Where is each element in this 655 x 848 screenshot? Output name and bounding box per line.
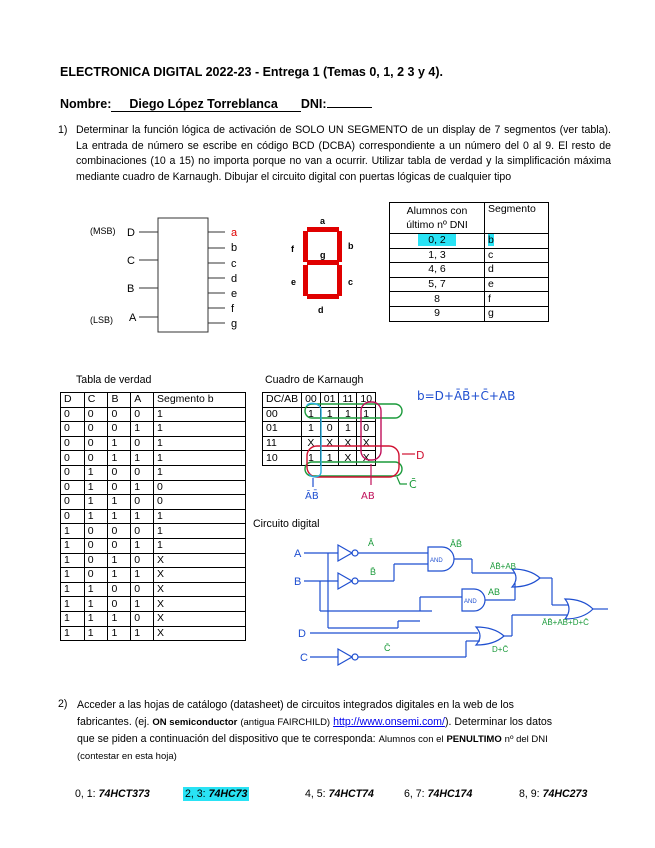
tt-cell: 0 [61,465,85,480]
table-row [61,451,246,466]
annot-ab: AB [361,491,375,502]
tt-cell: 0 [154,480,246,495]
tt-cell: X [154,582,246,597]
input-d: D [127,227,135,239]
chip-option-1 [183,787,249,803]
table-row [61,495,246,510]
tt-cell: 1 [84,626,108,641]
label-d-c: D+C̄ [492,645,509,654]
label-c-bar: C̄ [384,643,391,653]
tt-cell: 1 [108,495,131,510]
kmap-cell: 1 [302,407,321,422]
tt-cell: 0 [131,524,154,539]
karnaugh-title: Cuadro de Karnaugh [265,374,364,386]
label-final: ĀB̄+AB+D+C̄ [542,618,589,627]
segment-assignment-table [389,202,549,322]
tt-cell: 1 [61,524,85,539]
assign-digits: 4, 6 [390,263,485,278]
tt-cell: 1 [154,465,246,480]
seg-label-e: e [291,277,297,287]
q2-dni-digit: nº del DNI [504,734,548,745]
q2-number: 2) [58,698,68,710]
q2-former-name: (antigua FAIRCHILD) [240,717,331,728]
tt-cell: 1 [131,597,154,612]
kmap-cell: 1 [320,451,339,466]
tt-cell: 0 [131,495,154,510]
kmap-cell: 1 [339,422,357,437]
tt-cell: 1 [84,611,108,626]
tt-cell: 0 [61,436,85,451]
circuit-input-c: C [300,652,308,664]
tt-cell: 1 [61,582,85,597]
tt-cell: 0 [108,582,131,597]
tt-cell: 1 [61,568,85,583]
tt-cell: 1 [84,480,108,495]
tt-header: C [84,393,108,408]
tt-cell: 0 [131,553,154,568]
kmap-row-header: 01 [263,422,302,437]
tt-cell: X [154,553,246,568]
kmap-header: 00 [302,393,321,408]
tt-cell: 0 [61,495,85,510]
chip-name: 74HCT373 [98,788,150,800]
document-title: ELECTRONICA DIGITAL 2022-23 - Entrega 1 (Temas 0, 1, 2 3 y 4). [60,65,443,79]
kmap-row-header: 11 [263,436,302,451]
seg-label-f: f [291,244,294,254]
kmap-row-header: 10 [263,451,302,466]
segment-c [337,265,342,296]
circuit-title: Circuito digital [253,518,320,530]
chip-option-2 [305,787,374,803]
dni-label: DNI: [300,97,327,111]
assign-digits: 8 [390,292,485,307]
tt-cell: 0 [61,509,85,524]
tt-cell: 0 [84,553,108,568]
output-g: g [231,318,238,330]
tt-cell: 1 [84,509,108,524]
circuit-input-a: A [294,548,302,560]
karnaugh-equation: b=D+ĀB̄+C̄+AB [417,389,516,403]
label-sum1: ĀB̄+AB [490,562,517,571]
tt-cell: 1 [108,611,131,626]
tt-cell: 0 [84,422,108,437]
tt-cell: 1 [131,538,154,553]
q1-text: Determinar la función lógica de activación de SOLO UN SEGMENTO de un display de 7 segmentos (ver tabla). La entrada de número se escribe en código BCD (DCBA) correspondiente a un número del 0 al 9. El resto de combinaciones (10 a 15) no importa porque no van a ocurrir. Utilizar tabla de verdad y la simplificación máxima mediante cuadro de Karnaugh. Dibujar el circuito digital con puertas lógicas de cualquier tipo [76,124,611,183]
kmap-cell: X [339,451,357,466]
kmap-cell: X [357,451,376,466]
assign-segment: d [485,263,549,278]
tt-cell: 1 [154,407,246,422]
tt-header: B [108,393,131,408]
tt-cell: X [154,611,246,626]
segment-b [337,231,342,262]
kmap-cell: 1 [302,422,321,437]
tt-cell: 1 [108,451,131,466]
table-row [263,407,376,422]
tt-cell: 1 [154,509,246,524]
table-row [61,422,246,437]
kmap-row-header: 00 [263,407,302,422]
and-gate-1-label: AND [430,558,443,564]
q2-line-4: (contestar en esta hoja) [77,751,177,762]
q1-number: 1) [58,124,68,136]
name-label: Nombre: [60,97,112,111]
table-row [263,451,376,466]
segment-a [307,227,339,232]
name-line [60,94,372,112]
seg-label-b: b [348,241,354,251]
tt-cell: X [154,597,246,612]
circuit-input-b: B [294,576,302,588]
onsemi-link[interactable]: http://www.onsemi.com/ [333,716,445,728]
chip-digits: 6, 7: [404,788,425,800]
q2-manufacturer: ON semiconductor [152,717,238,728]
output-d: d [231,273,238,285]
kmap-cell: X [302,436,321,451]
chip-name: 74HC273 [542,788,588,800]
assign-digits: 9 [390,306,485,321]
assign-digits: 0, 2 [418,234,456,246]
chip-digits: 0, 1: [75,788,96,800]
input-a: A [129,312,137,324]
chip-name: 74HCT74 [328,788,374,800]
and-gate-2-label: AND [464,599,477,605]
tt-cell: 0 [61,407,85,422]
truth-table [60,392,246,641]
chip-option-3 [404,787,472,803]
tt-cell: 0 [84,451,108,466]
tt-cell: 1 [108,509,131,524]
digital-circuit [290,533,648,668]
circuit-input-d: D [298,628,306,640]
q2-example-label: fabricantes. (ej. [77,716,150,728]
table-row [61,509,246,524]
kmap-header: DC/AB [263,393,302,408]
tt-cell: 0 [61,451,85,466]
label-b-bar: B̄ [370,567,377,577]
q2-line-3 [77,731,617,748]
q2-students-with: Alumnos con el [378,734,444,745]
tt-cell: 0 [108,597,131,612]
kmap-cell: 1 [339,407,357,422]
table-row [61,611,246,626]
chip-name: 74HC73 [208,788,248,800]
seven-segment-display [285,214,365,316]
tt-cell: 1 [154,451,246,466]
kmap-cell: X [320,436,339,451]
dni-blank [327,94,372,108]
kmap-cell: 0 [357,422,376,437]
msb-label: (MSB) [90,226,116,236]
tt-cell: 0 [131,582,154,597]
table-row [390,234,549,249]
assign-segment: b [488,234,494,247]
table-row [61,568,246,583]
tt-cell: 0 [131,436,154,451]
decoder-block-diagram [85,212,255,340]
tt-cell: 0 [108,407,131,422]
tt-cell: 1 [108,436,131,451]
tt-cell: 1 [84,495,108,510]
chip-digits: 2, 3: [185,788,206,800]
tt-cell: 0 [131,407,154,422]
tt-cell: 0 [84,538,108,553]
karnaugh-map [262,392,376,466]
kmap-cell: 1 [357,407,376,422]
tt-cell: X [154,626,246,641]
table-row [390,277,549,292]
assign-segment: c [485,248,549,263]
seg-label-g: g [320,250,326,260]
chip-name: 74HC174 [427,788,473,800]
table-row [390,306,549,321]
tt-cell: 1 [154,524,246,539]
tt-cell: 0 [108,538,131,553]
segment-f [303,231,308,262]
kmap-header: 11 [339,393,357,408]
table-row [390,292,549,307]
tt-cell: 1 [61,553,85,568]
kmap-cell: 1 [302,451,321,466]
tt-cell: 1 [154,422,246,437]
assign-header-students: Alumnos con último nº DNI [390,203,485,234]
output-e: e [231,288,238,300]
tt-cell: 1 [61,538,85,553]
output-c: c [231,258,237,270]
assign-digits: 1, 3 [390,248,485,263]
segment-g [307,260,339,265]
q2-text [77,697,617,765]
tt-cell: 1 [131,568,154,583]
seg-label-c: c [348,277,354,287]
tt-header: D [61,393,85,408]
annot-d: D [416,449,425,462]
table-row [61,436,246,451]
kmap-cell: 0 [320,422,339,437]
tt-cell: 1 [84,597,108,612]
q2-line-2 [77,714,617,731]
tt-cell: 1 [61,626,85,641]
tt-cell: X [154,568,246,583]
table-row [263,436,376,451]
table-row [61,582,246,597]
table-row [390,248,549,263]
table-row [61,597,246,612]
tt-cell: 0 [108,524,131,539]
tt-cell: 0 [108,422,131,437]
tt-cell: 1 [154,538,246,553]
table-row [61,480,246,495]
chip-option-4 [519,787,587,803]
tt-cell: 0 [131,611,154,626]
table-row [61,407,246,422]
tt-cell: 0 [84,407,108,422]
input-c: C [127,255,135,267]
input-b: B [127,283,135,295]
segment-d [307,294,339,299]
label-ab-bar: ĀB̄ [450,539,463,549]
table-row [61,524,246,539]
name-value: Diego López Torreblanca [111,97,300,112]
tt-cell: 1 [131,626,154,641]
segment-e [303,265,308,296]
tt-cell: 1 [108,626,131,641]
chip-digits: 8, 9: [519,788,540,800]
table-row [263,422,376,437]
kmap-cell: X [339,436,357,451]
q2-line-2-end: ). Determinar los datos [444,716,553,728]
assign-segment: f [485,292,549,307]
truth-table-title: Tabla de verdad [76,374,152,386]
lsb-label: (LSB) [90,315,114,325]
kmap-header: 10 [357,393,376,408]
tt-cell: 0 [61,422,85,437]
tt-cell: 1 [61,611,85,626]
tt-cell: 0 [84,436,108,451]
table-row [61,553,246,568]
output-a: a [231,227,238,239]
tt-cell: 1 [84,465,108,480]
table-row [61,465,246,480]
tt-cell: 0 [154,495,246,510]
tt-cell: 1 [61,597,85,612]
tt-header: Segmento b [154,393,246,408]
q2-penultimate: PENULTIMO [446,734,502,745]
tt-cell: 0 [108,465,131,480]
q2-instruction: que se piden a continuación del dispositivo que te corresponda: [77,733,376,745]
assign-segment: g [485,306,549,321]
table-row [390,263,549,278]
tt-cell: 0 [108,480,131,495]
chip-option-0 [75,787,150,803]
tt-cell: 0 [131,465,154,480]
tt-header: A [131,393,154,408]
tt-cell: 1 [131,422,154,437]
seg-label-d: d [318,305,324,315]
output-f: f [231,303,235,315]
annot-c-bar: C̄ [409,478,417,491]
output-b: b [231,242,238,254]
table-row [61,626,246,641]
kmap-cell: X [357,436,376,451]
assign-digits: 5, 7 [390,277,485,292]
seg-label-a: a [320,216,326,226]
annot-ab-bar: ĀB̄ [305,491,319,502]
assign-header-segment: Segmento [485,203,549,234]
kmap-cell: 1 [320,407,339,422]
tt-cell: 0 [84,524,108,539]
tt-cell: 1 [154,436,246,451]
tt-cell: 1 [131,509,154,524]
chip-digits: 4, 5: [305,788,326,800]
q2-line-1: Acceder a las hojas de catálogo (datasheet) de circuitos integrados digitales en la web de los [77,699,514,711]
tt-cell: 1 [84,582,108,597]
label-ab: AB [488,587,501,597]
label-a-bar: Ā [368,538,375,548]
tt-cell: 1 [131,451,154,466]
assign-segment: e [485,277,549,292]
table-row [61,538,246,553]
tt-cell: 0 [84,568,108,583]
tt-cell: 1 [131,480,154,495]
kmap-header: 01 [320,393,339,408]
tt-cell: 1 [108,553,131,568]
tt-cell: 0 [61,480,85,495]
tt-cell: 1 [108,568,131,583]
